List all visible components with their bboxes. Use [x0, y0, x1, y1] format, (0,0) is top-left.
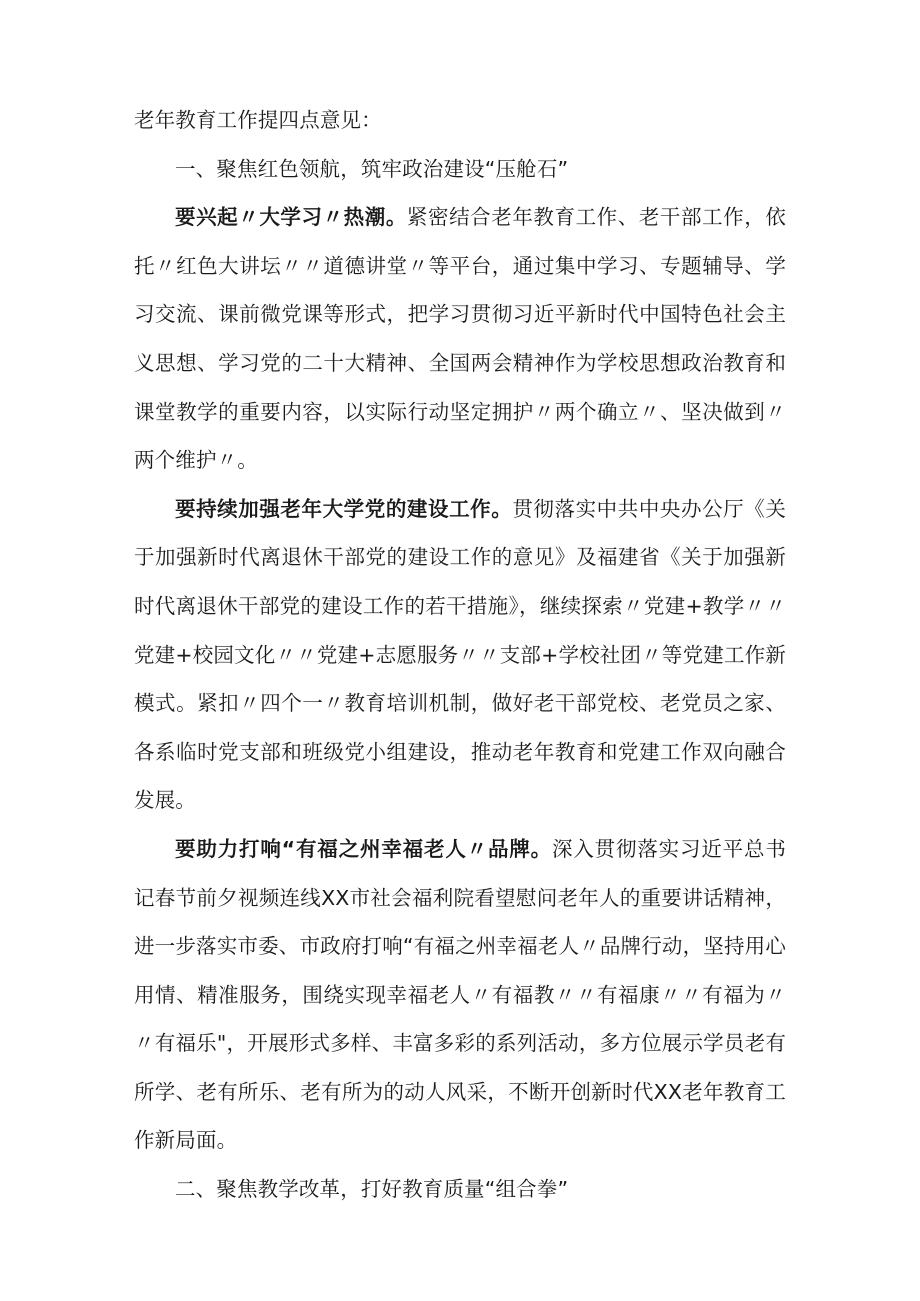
section-heading-1: 一、聚焦红色领航，筑牢政治建设“压舱石”: [175, 156, 569, 181]
paragraph-brand-lead: 要助力打响“有福之州幸福老人〃品牌。: [175, 836, 552, 861]
intro-line: 老年教育工作提四点意见：: [134, 108, 382, 132]
paragraph-brand-body: 深入贯彻落实习近平总书记春节前夕视频连线XX市社会福利院看望慰问老年人的重要讲话精神，进一步落实市委、市政府打响“有福之州幸福老人〃品牌行动，坚持用心用情、精准服务，围绕实现幸福老人〃有福教〃〃有福康〃〃有福为〃〃有福乐"，开展形式多样、丰富多彩的系列活动，多方位展示学员老有所学、老有所乐、老有所为的动人风采，不断开创新时代XX老年教育工作新局面。: [134, 836, 786, 1153]
paragraph-study-lead: 要兴起〃大学习〃热潮。: [175, 205, 407, 230]
paragraph-brand: [134, 825, 786, 1165]
paragraph-party-building-lead: 要持续加强老年大学党的建设工作。: [175, 496, 513, 521]
document-body: [134, 96, 786, 1214]
paragraph-party-building-body: 贯彻落实中共中央办公厅《关于加强新时代离退休干部党的建设工作的意见》及福建省《关于加强新时代离退休干部党的建设工作的若干措施》，继续探索〃党建+教学〃〃党建+校园文化〃〃党建+志愿服务〃〃支部+学校社团〃等党建工作新模式。紧扣〃四个一〃教育培训机制，做好老干部党校、老党员之家、各系临时党支部和班级党小组建设，推动老年教育和党建工作双向融合发展。: [134, 496, 786, 813]
paragraph-study: [134, 193, 786, 485]
paragraph-party-building: [134, 485, 786, 825]
section-heading-2: 二、聚焦教学改革，打好教育质量“组合拳”: [175, 1177, 569, 1202]
paragraph-study-body: 紧密结合老年教育工作、老干部工作，依托〃红色大讲坛〃〃道德讲堂〃等平台，通过集中学习、专题辅导、学习交流、课前微党课等形式，把学习贯彻习近平新时代中国特色社会主义思想、学习党的二十大精神、全国两会精神作为学校思想政治教育和课堂教学的重要内容，以实际行动坚定拥护〃两个确立〃、坚决做到〃两个维护〃。: [134, 205, 786, 473]
